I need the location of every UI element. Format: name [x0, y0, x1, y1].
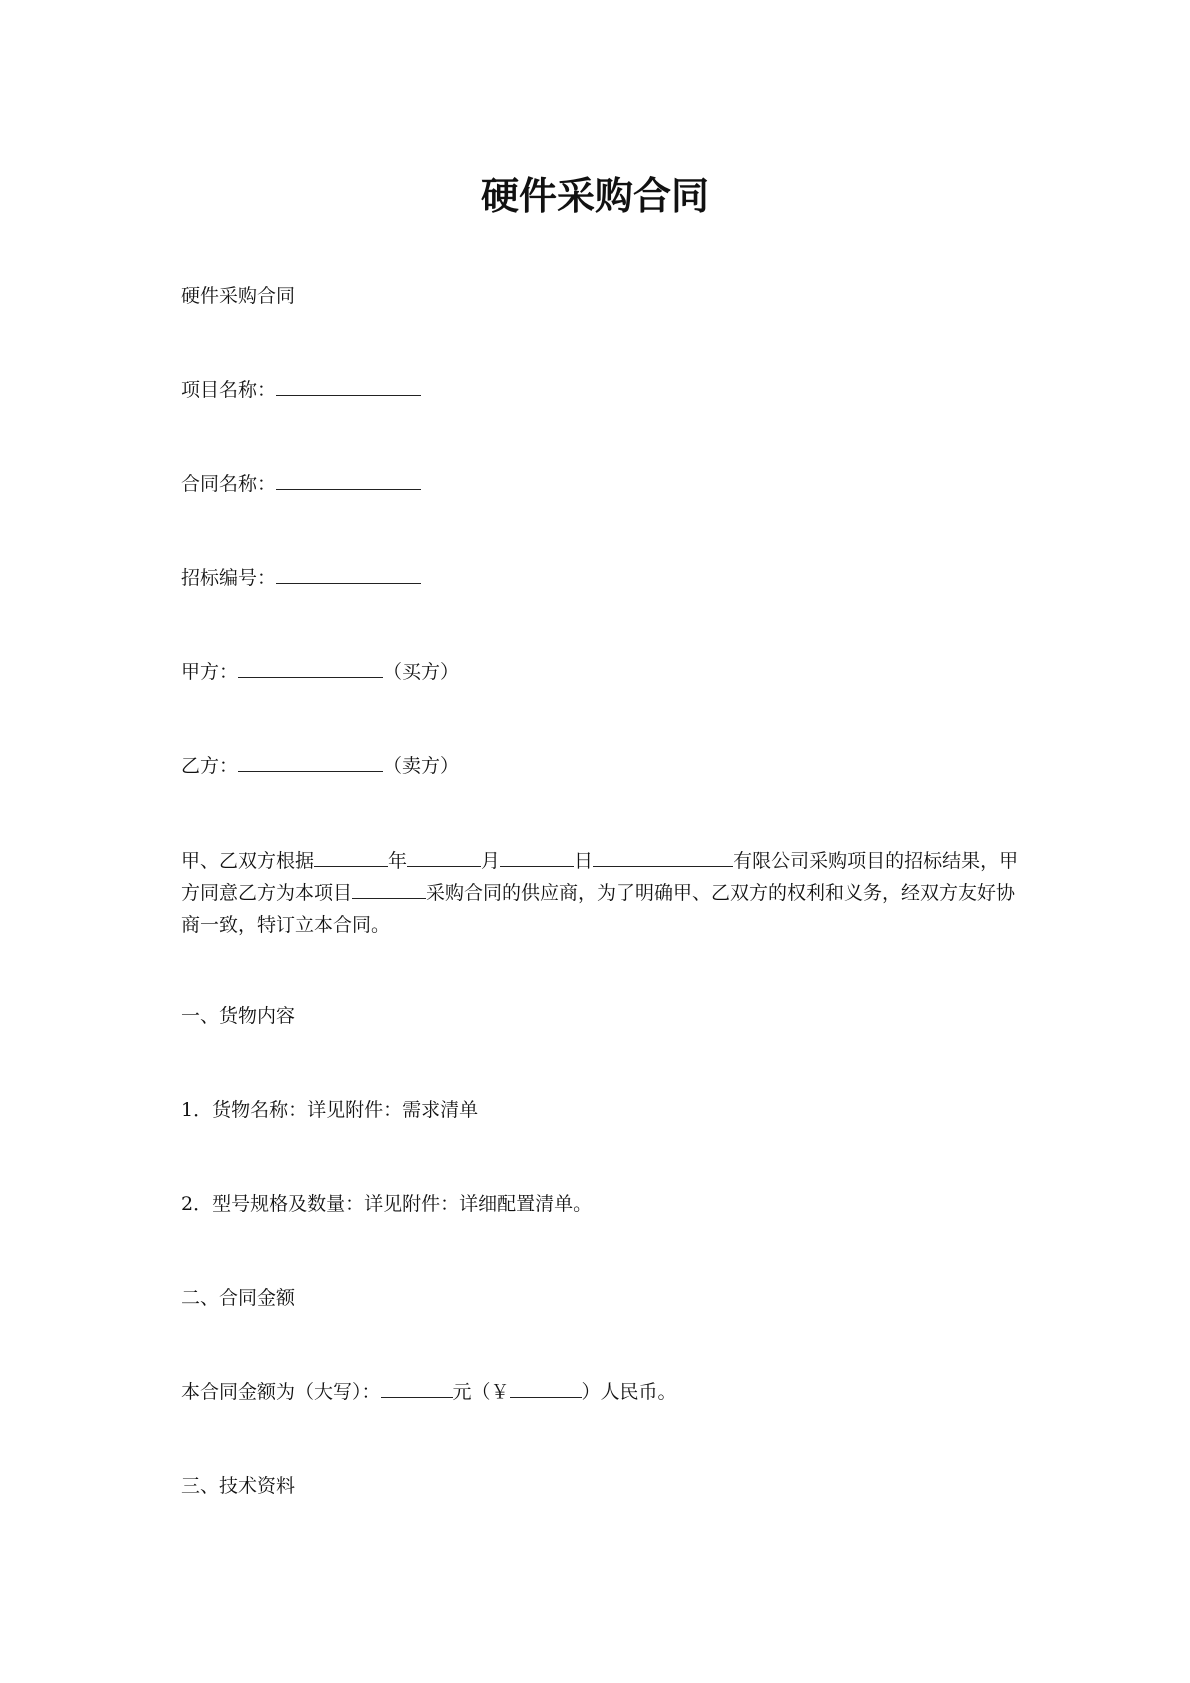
contract-amount-line	[181, 1376, 677, 1408]
document-title: 硬件采购合同	[480, 174, 709, 218]
party-b-field	[181, 750, 459, 782]
day-label: 日	[574, 850, 594, 872]
section-1-heading: 一、货物内容	[181, 1005, 296, 1027]
project-name-blank	[276, 375, 421, 396]
amount-words-blank	[381, 1377, 453, 1398]
party-b-suffix: （卖方）	[383, 755, 460, 777]
intro-paragraph	[181, 845, 1021, 941]
party-a-label: 甲方：	[181, 661, 239, 683]
day-blank	[500, 846, 574, 867]
party-a-blank	[238, 657, 383, 678]
section-2-heading: 二、合同金额	[181, 1287, 296, 1309]
party-a-field	[181, 656, 459, 688]
amount-number-blank	[510, 1377, 582, 1398]
project-name-field	[181, 374, 421, 406]
amount-suffix: ）人民币。	[581, 1381, 677, 1403]
contract-name-label: 合同名称：	[181, 473, 277, 495]
amount-mid: 元（￥	[452, 1381, 510, 1403]
contract-name-field	[181, 468, 421, 500]
year-label: 年	[388, 850, 408, 872]
intro-text: 果，甲方同意乙方为本项目	[181, 850, 1019, 904]
year-blank	[314, 846, 388, 867]
section-1-item-1: 1．货物名称：详见附件：需求清单	[181, 1099, 479, 1121]
project-blank	[352, 878, 426, 899]
amount-prefix: 本合同金额为（大写）：	[181, 1381, 381, 1403]
party-b-blank	[238, 751, 383, 772]
month-label: 月	[481, 850, 501, 872]
bid-number-field	[181, 562, 421, 594]
bid-number-blank	[276, 563, 421, 584]
party-a-suffix: （买方）	[383, 661, 460, 683]
party-b-label: 乙方：	[181, 755, 239, 777]
contract-name-blank	[276, 469, 421, 490]
company-blank	[593, 846, 733, 867]
intro-text: 采购合同的供应商，为了明确甲、乙双方的权利和义务，	[426, 882, 902, 904]
month-blank	[407, 846, 481, 867]
section-3-heading: 三、技术资料	[181, 1475, 296, 1497]
bid-number-label: 招标编号：	[181, 567, 277, 589]
intro-text: 有限公司采购项目的招标结	[733, 850, 962, 872]
document-subtitle: 硬件采购合同	[181, 285, 296, 307]
intro-text: 甲、乙双方根据	[181, 850, 315, 872]
section-1-item-2: 2．型号规格及数量：详见附件：详细配置清单。	[181, 1193, 593, 1215]
project-name-label: 项目名称：	[181, 379, 277, 401]
intro-text: 经双方友好协商一致，特订立本合同。	[181, 882, 1016, 936]
